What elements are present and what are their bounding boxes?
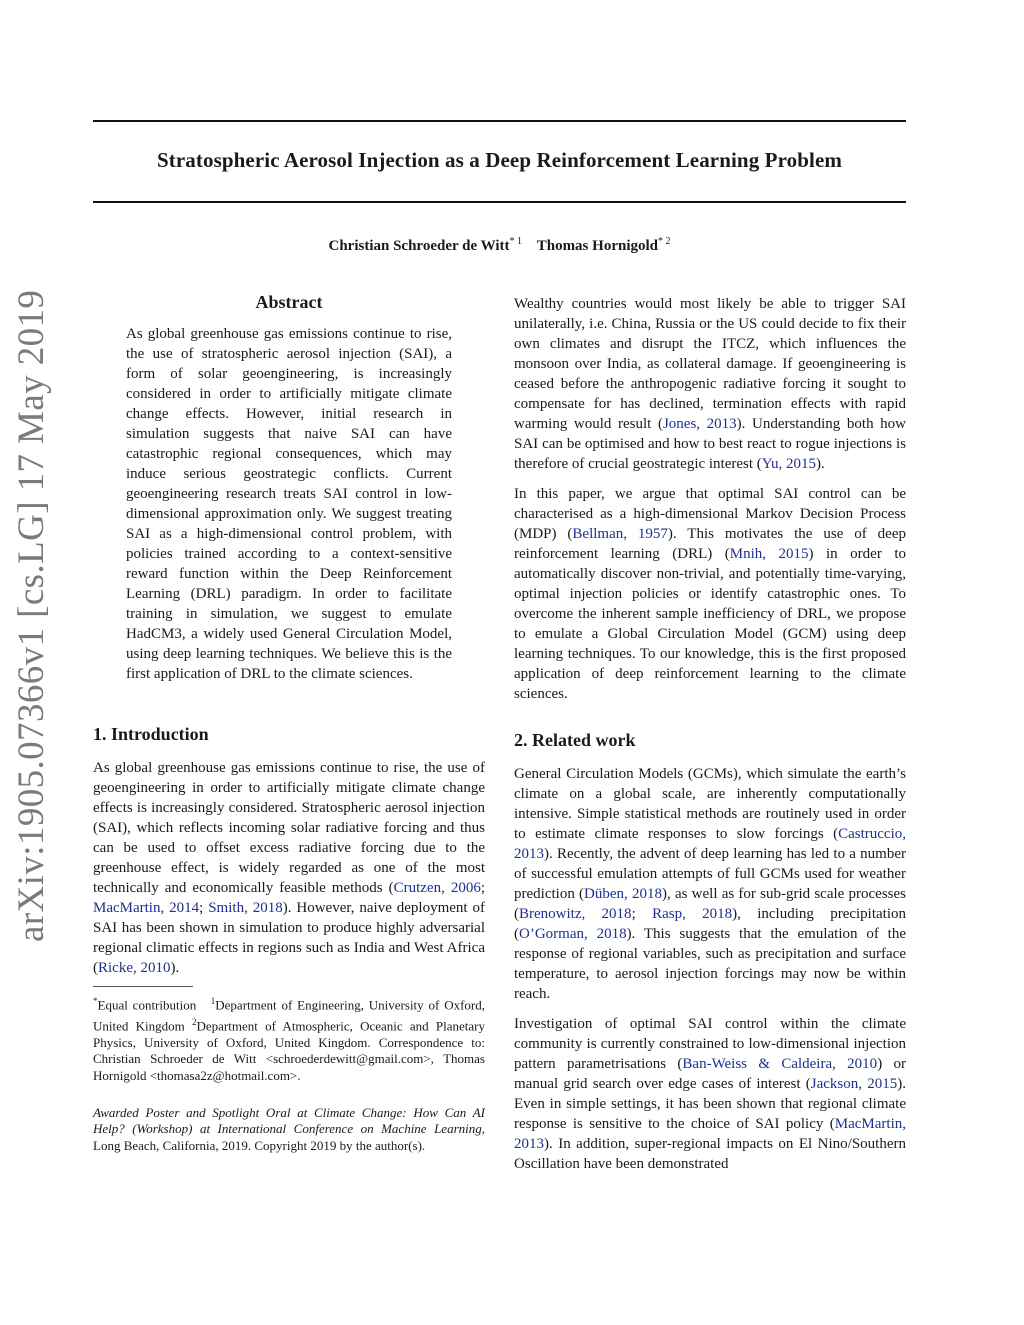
citation-link[interactable]: Jones, 2013 <box>662 416 737 432</box>
author-mark: * 2 <box>658 236 671 247</box>
arxiv-stamp: arXiv:1905.07366v1 [cs.LG] 17 May 2019 <box>11 289 52 942</box>
citation-link[interactable]: Castruccio, 2013 <box>514 826 906 862</box>
affiliation-2: Department of Atmospheric, Oceanic and Planetary Physics, University of Oxford, United Kingdom. <box>93 1018 485 1050</box>
citation-sep: ; <box>480 880 485 896</box>
title-rule-top <box>93 120 906 122</box>
body-text: ). This suggests that the emulation of the response of regional variables, such as precipitation and surface temperature, to aerosol injection forcings may now be within reach. <box>514 926 906 1002</box>
body-text: ). Recently, the advent of deep learning has led to a number of successful emulation attempts of full GCMs used for weather prediction ( <box>514 846 906 902</box>
author-name: Christian Schroeder de Witt <box>328 238 510 254</box>
body-paragraph <box>514 484 906 704</box>
body-text: ). <box>815 456 825 472</box>
intro-paragraph <box>93 758 485 978</box>
intro-text: ). <box>170 960 180 976</box>
citation-link[interactable]: Rasp, 2018 <box>652 906 733 922</box>
intro-heading: 1. Introduction <box>93 724 209 744</box>
citation-link[interactable]: Yu, 2015 <box>761 456 816 472</box>
author-name: Thomas Hornigold <box>536 238 658 254</box>
citation-link[interactable]: Smith, 2018 <box>208 900 283 916</box>
body-text: ) or manual grid search over edge cases of interest ( <box>514 1056 906 1092</box>
correspondence: Correspondence to: Christian Schroeder de Witt <schroederdewitt@gmail.com>, Thomas Hornigold <thomasa2z@hotmail.com>. <box>93 1034 486 1084</box>
body-paragraph <box>514 1014 906 1174</box>
citation-link[interactable]: MacMartin, 2014 <box>93 900 200 916</box>
citation-link[interactable]: Mnih, 2015 <box>729 546 809 562</box>
citation-link[interactable]: Ban-Weiss & Caldeira, 2010 <box>682 1056 878 1072</box>
body-text: Investigation of optimal SAI control within the climate community is currently constrained to low-dimensional injection pattern parametrisations ( <box>514 1016 906 1072</box>
award-italic: Awarded Poster and Spotlight Oral at Climate Change: How Can AI Help? (Workshop) at International Conference on Machine Learning <box>93 1104 485 1137</box>
title-rule-bottom <box>93 201 906 203</box>
paper-title: Stratospheric Aerosol Injection as a Deep Reinforcement Learning Problem <box>157 148 842 172</box>
abstract-heading: Abstract <box>255 292 323 312</box>
citation-link[interactable]: O’Gorman, 2018 <box>519 926 627 942</box>
citation-link[interactable]: Ricke, 2010 <box>98 960 171 976</box>
citation-sep: ; <box>631 906 653 922</box>
right-column <box>514 294 906 1174</box>
body-text: General Circulation Models (GCMs), which simulate the earth’s climate on a global scale, are inherently computationally intensive. Simple statistical methods are routinely used in order to estimate climate responses to slow forcings ( <box>514 766 906 842</box>
author-list <box>93 236 906 255</box>
citation-link[interactable]: Brenowitz, 2018 <box>519 906 632 922</box>
citation-link[interactable]: MacMartin, 2013 <box>514 1116 906 1152</box>
equal-contribution: Equal contribution <box>97 997 197 1013</box>
body-text: ), including precipitation ( <box>514 906 907 942</box>
body-paragraph <box>514 764 906 1004</box>
body-paragraph <box>514 294 906 474</box>
citation-link[interactable]: Jackson, 2015 <box>810 1076 898 1092</box>
body-text: ). Understanding both how SAI can be optimised and how to best react to rogue injections is therefore of crucial geostrategic interest ( <box>514 416 907 472</box>
citation-sep: ; <box>199 900 209 916</box>
citation-link[interactable]: Bellman, 1957 <box>572 526 668 542</box>
body-text: Wealthy countries would most likely be able to trigger SAI unilaterally, i.e. China, Russia or the US could decide to fix their own climates and disrupt the ITCZ, which influences the monsoon over India, as collateral damage. If geoengineering is ceased before the anthropogenic radiative forcing it sought to compensate for has declined, termination effects with rapid warming would result ( <box>514 296 906 432</box>
award-note <box>93 1105 485 1155</box>
body-text: ). This motivates the use of deep reinforcement learning (DRL) ( <box>514 526 907 562</box>
citation-link[interactable]: Crutzen, 2006 <box>393 880 481 896</box>
intro-text: As global greenhouse gas emissions continue to rise, the use of geoengineering in order to artificially mitigate climate change effects is increasingly considered. Stratospheric aerosol injection (SAI), which reflects incoming solar radiative forcing and thus can be used to offset excess radiative forcing due to the greenhouse effect, is widely regarded as one of the most technically and economically feasible methods ( <box>93 760 485 896</box>
body-text: In this paper, we argue that optimal SAI control can be characterised as a high-dimensional Markov Decision Process (MDP) ( <box>514 486 906 542</box>
body-text: ) in order to automatically discover non-trivial, and potentially time-varying, optimal injection policies or identify catastrophic ones. To overcome the inherent sample inefficiency of DRL, we propose to emulate a Global Circulation Model (GCM) using deep learning techniques. To our knowledge, this is the first proposed application of deep reinforcement learning to the climate sciences. <box>514 546 906 702</box>
intro-text: ). However, naive deployment of SAI has been shown in simulation to produce highly adversarial regional climatic effects in regions such as India and West Africa ( <box>93 900 485 976</box>
footnote-rule <box>93 986 193 987</box>
left-column <box>93 292 485 1154</box>
affiliation-footnote: *Equal contribution $^1$Department of Engineering, University of Oxford, United Kingdom $^2$Department of Atmospheric, Oceanic and Planetary Physics, University of Oxford, United Kingdom. Correspondence to: Christian Schroeder de Witt <schroederdewitt@gmail.com>, Thomas Hornigold <thomasa2z@hotmail.com>. <box>93 996 486 1084</box>
citation-link[interactable]: Düben, 2018 <box>584 886 662 902</box>
related-work-heading: 2. Related work <box>514 730 636 750</box>
affiliation-1: Department of Engineering, University of Oxford, United Kingdom <box>93 997 485 1034</box>
award-rest: , Long Beach, California, 2019. Copyright 2019 by the author(s). <box>93 1121 485 1153</box>
body-text: ). Even in simple settings, it has been shown that regional climate response is sensitive to the choice of SAI policy ( <box>514 1076 906 1132</box>
body-text: ), as well as for sub-grid scale processes ( <box>514 886 906 922</box>
author-mark: * 1 <box>509 236 522 247</box>
body-text: ). In addition, super-regional impacts on El Nino/Southern Oscillation have been demonstrated <box>514 1136 906 1172</box>
abstract-text: As global greenhouse gas emissions continue to rise, the use of stratospheric aerosol injection (SAI), a form of solar geoengineering, is increasingly considered in order to artificially mitigate climate change effects. However, initial research in simulation suggests that naive SAI can have catastrophic regional consequences, which may induce serious geostrategic conflicts. Current geoengineering research treats SAI control in low-dimensional approximation only. We suggest treating SAI as a high-dimensional control problem, with policies trained according to a context-sensitive reward function within the Deep Reinforcement Learning (DRL) paradigm. In order to facilitate training in simulation, we suggest to emulate HadCM3, a widely used General Circulation Model, using deep learning techniques. We believe this is the first application of DRL to the climate sciences. <box>126 326 452 682</box>
